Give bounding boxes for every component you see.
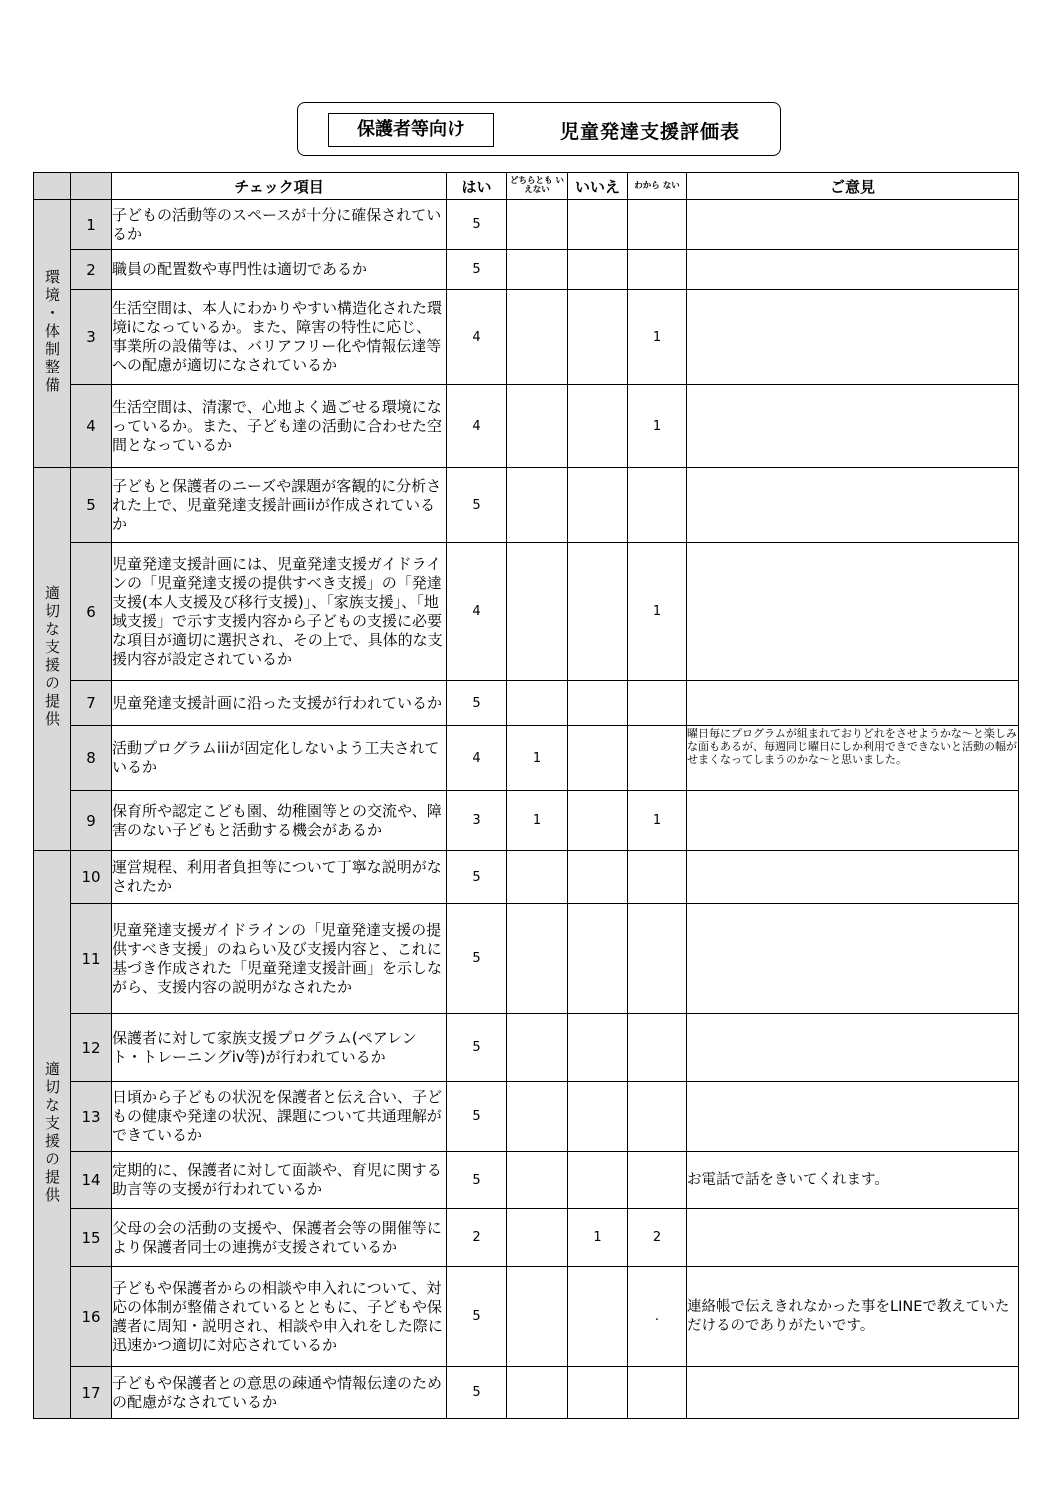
table-row bbox=[34, 1267, 1019, 1367]
evaluation-table bbox=[33, 172, 1019, 1419]
opinion-cell bbox=[687, 1082, 1019, 1152]
neither-count bbox=[507, 468, 568, 543]
neither-count bbox=[507, 1267, 568, 1367]
yes-count: 5 bbox=[447, 681, 507, 726]
header-yes: はい bbox=[447, 173, 507, 200]
category-cell bbox=[34, 468, 71, 851]
yes-count: 5 bbox=[447, 1152, 507, 1209]
table-row bbox=[34, 1209, 1019, 1267]
yes-count: 5 bbox=[447, 200, 507, 250]
no-count: 1 bbox=[568, 1209, 628, 1267]
yes-count: 4 bbox=[447, 290, 507, 385]
table-row bbox=[34, 200, 1019, 250]
no-count bbox=[568, 681, 628, 726]
table-row bbox=[34, 904, 1019, 1014]
neither-count: 1 bbox=[507, 791, 568, 851]
yes-count: 5 bbox=[447, 250, 507, 290]
unknown-count: 1 bbox=[628, 791, 687, 851]
yes-count: 5 bbox=[447, 851, 507, 904]
no-count bbox=[568, 250, 628, 290]
unknown-count: 2 bbox=[628, 1209, 687, 1267]
no-count bbox=[568, 726, 628, 791]
yes-count: 4 bbox=[447, 543, 507, 681]
opinion-cell bbox=[687, 851, 1019, 904]
unknown-count bbox=[628, 726, 687, 791]
category-cell bbox=[34, 851, 71, 1419]
table-row bbox=[34, 726, 1019, 791]
no-count bbox=[568, 468, 628, 543]
unknown-count: . bbox=[628, 1267, 687, 1367]
table-row bbox=[34, 851, 1019, 904]
table-row bbox=[34, 1082, 1019, 1152]
title-box bbox=[297, 102, 781, 156]
table-row bbox=[34, 385, 1019, 468]
check-item: 職員の配置数や専門性は適切であるか bbox=[112, 250, 447, 290]
opinion-cell bbox=[687, 250, 1019, 290]
opinion-cell bbox=[687, 1209, 1019, 1267]
unknown-count bbox=[628, 1367, 687, 1419]
table-row bbox=[34, 1367, 1019, 1419]
check-item: 活動プログラムiiiが固定化しないよう工夫されているか bbox=[112, 726, 447, 791]
row-number: 1 bbox=[71, 200, 112, 250]
unknown-count bbox=[628, 681, 687, 726]
unknown-count: 1 bbox=[628, 290, 687, 385]
neither-count bbox=[507, 385, 568, 468]
check-item: 保育所や認定こども園、幼稚園等との交流や、障害のない子どもと活動する機会があるか bbox=[112, 791, 447, 851]
row-number: 12 bbox=[71, 1014, 112, 1082]
opinion-cell bbox=[687, 543, 1019, 681]
opinion-cell: お電話で話をきいてくれます。 bbox=[687, 1152, 1019, 1209]
neither-count bbox=[507, 904, 568, 1014]
yes-count: 5 bbox=[447, 1367, 507, 1419]
neither-count bbox=[507, 1014, 568, 1082]
unknown-count bbox=[628, 1082, 687, 1152]
check-item: 運営規程、利用者負担等について丁寧な説明がなされたか bbox=[112, 851, 447, 904]
unknown-count: 1 bbox=[628, 385, 687, 468]
no-count bbox=[568, 904, 628, 1014]
yes-count: 4 bbox=[447, 726, 507, 791]
check-item: 父母の会の活動の支援や、保護者会等の開催等により保護者同士の連携が支援されているか bbox=[112, 1209, 447, 1267]
no-count bbox=[568, 1152, 628, 1209]
opinion-cell bbox=[687, 1367, 1019, 1419]
row-number: 14 bbox=[71, 1152, 112, 1209]
row-number: 13 bbox=[71, 1082, 112, 1152]
neither-count bbox=[507, 200, 568, 250]
yes-count: 3 bbox=[447, 791, 507, 851]
row-number: 7 bbox=[71, 681, 112, 726]
category-label: 適切な支援の提供 bbox=[43, 1060, 61, 1205]
neither-count bbox=[507, 250, 568, 290]
check-item: 児童発達支援ガイドラインの「児童発達支援の提供すべき支援」のねらい及び支援内容と、これに基づき作成された「児童発達支援計画」を示しながら、支援内容の説明がなされたか bbox=[112, 904, 447, 1014]
opinion-cell bbox=[687, 290, 1019, 385]
row-number: 15 bbox=[71, 1209, 112, 1267]
opinion-cell bbox=[687, 200, 1019, 250]
yes-count: 5 bbox=[447, 468, 507, 543]
row-number: 16 bbox=[71, 1267, 112, 1367]
neither-count bbox=[507, 681, 568, 726]
yes-count: 2 bbox=[447, 1209, 507, 1267]
category-cell bbox=[34, 200, 71, 468]
no-count bbox=[568, 385, 628, 468]
opinion-cell: 曜日毎にプログラムが組まれておりどれをさせようかな〜と楽しみな面もあるが、毎週同じ曜日にしか利用できできないと活動の幅がせまくなってしまうのかな〜と思いました。 bbox=[687, 726, 1019, 791]
check-item: 子どもや保護者からの相談や申入れについて、対応の体制が整備されているとともに、子どもや保護者に周知・説明され、相談や申入れをした際に迅速かつ適切に対応されているか bbox=[112, 1267, 447, 1367]
opinion-cell bbox=[687, 385, 1019, 468]
no-count bbox=[568, 1014, 628, 1082]
opinion-cell bbox=[687, 1014, 1019, 1082]
table-row bbox=[34, 468, 1019, 543]
yes-count: 5 bbox=[447, 1267, 507, 1367]
no-count bbox=[568, 851, 628, 904]
row-number: 5 bbox=[71, 468, 112, 543]
table-row bbox=[34, 1152, 1019, 1209]
header-opinion: ご意見 bbox=[687, 173, 1019, 200]
neither-count bbox=[507, 851, 568, 904]
table-row bbox=[34, 250, 1019, 290]
row-number: 4 bbox=[71, 385, 112, 468]
no-count bbox=[568, 200, 628, 250]
yes-count: 5 bbox=[447, 904, 507, 1014]
row-number: 9 bbox=[71, 791, 112, 851]
check-item: 子どもと保護者のニーズや課題が客観的に分析された上で、児童発達支援計画iiが作成されているか bbox=[112, 468, 447, 543]
neither-count bbox=[507, 1082, 568, 1152]
neither-count: 1 bbox=[507, 726, 568, 791]
header-number bbox=[71, 173, 112, 200]
check-item: 生活空間は、清潔で、心地よく過ごせる環境になっているか。また、子ども達の活動に合わせた空間となっているか bbox=[112, 385, 447, 468]
opinion-cell bbox=[687, 791, 1019, 851]
table-row bbox=[34, 681, 1019, 726]
neither-count bbox=[507, 1209, 568, 1267]
check-item: 子どもや保護者との意思の疎通や情報伝達のための配慮がなされているか bbox=[112, 1367, 447, 1419]
yes-count: 5 bbox=[447, 1082, 507, 1152]
unknown-count bbox=[628, 904, 687, 1014]
no-count bbox=[568, 1267, 628, 1367]
check-item: 日頃から子どもの状況を保護者と伝え合い、子どもの健康や発達の状況、課題について共通理解ができているか bbox=[112, 1082, 447, 1152]
opinion-cell bbox=[687, 904, 1019, 1014]
table-row bbox=[34, 543, 1019, 681]
unknown-count bbox=[628, 851, 687, 904]
unknown-count bbox=[628, 250, 687, 290]
unknown-count: 1 bbox=[628, 543, 687, 681]
opinion-cell bbox=[687, 468, 1019, 543]
check-item: 児童発達支援計画に沿った支援が行われているか bbox=[112, 681, 447, 726]
no-count bbox=[568, 290, 628, 385]
table-row bbox=[34, 791, 1019, 851]
row-number: 2 bbox=[71, 250, 112, 290]
row-number: 6 bbox=[71, 543, 112, 681]
category-label: 適切な支援の提供 bbox=[43, 585, 61, 729]
neither-count bbox=[507, 1367, 568, 1419]
row-number: 10 bbox=[71, 851, 112, 904]
neither-count bbox=[507, 1152, 568, 1209]
no-count bbox=[568, 1367, 628, 1419]
header-no: いいえ bbox=[568, 173, 628, 200]
unknown-count bbox=[628, 1152, 687, 1209]
unknown-count bbox=[628, 200, 687, 250]
yes-count: 5 bbox=[447, 1014, 507, 1082]
header-unknown: わから ない bbox=[628, 173, 687, 200]
header-item: チェック項目 bbox=[112, 173, 447, 200]
check-item: 子どもの活動等のスペースが十分に確保されているか bbox=[112, 200, 447, 250]
table-row bbox=[34, 1014, 1019, 1082]
opinion-cell bbox=[687, 681, 1019, 726]
row-number: 8 bbox=[71, 726, 112, 791]
row-number: 3 bbox=[71, 290, 112, 385]
check-item: 児童発達支援計画には、児童発達支援ガイドラインの「児童発達支援の提供すべき支援」の「発達支援(本人支援及び移行支援)」、「家族支援」、「地域支援」で示す支援内容から子どもの支援に必要な項目が適切に選択され、その上で、具体的な支援内容が設定されているか bbox=[112, 543, 447, 681]
audience-tag: 保護者等向け bbox=[328, 113, 494, 147]
neither-count bbox=[507, 543, 568, 681]
yes-count: 4 bbox=[447, 385, 507, 468]
header-row bbox=[34, 173, 1019, 200]
no-count bbox=[568, 543, 628, 681]
no-count bbox=[568, 1082, 628, 1152]
page-title: 児童発達支援評価表 bbox=[560, 121, 741, 143]
category-label: 環境・体制整備 bbox=[43, 268, 61, 395]
unknown-count bbox=[628, 1014, 687, 1082]
check-item: 定期的に、保護者に対して面談や、育児に関する助言等の支援が行われているか bbox=[112, 1152, 447, 1209]
check-item: 生活空間は、本人にわかりやすい構造化された環境iになっているか。また、障害の特性に応じ、事業所の設備等は、バリアフリー化や情報伝達等への配慮が適切になされているか bbox=[112, 290, 447, 385]
no-count bbox=[568, 791, 628, 851]
header-neither: どちらとも いえない bbox=[507, 173, 568, 200]
row-number: 11 bbox=[71, 904, 112, 1014]
row-number: 17 bbox=[71, 1367, 112, 1419]
unknown-count bbox=[628, 468, 687, 543]
header-category bbox=[34, 173, 71, 200]
neither-count bbox=[507, 290, 568, 385]
table-row bbox=[34, 290, 1019, 385]
check-item: 保護者に対して家族支援プログラム(ペアレント・トレーニングiv等)が行われているか bbox=[112, 1014, 447, 1082]
opinion-cell: 連絡帳で伝えきれなかった事をLINEで教えていただけるのでありがたいです。 bbox=[687, 1267, 1019, 1367]
